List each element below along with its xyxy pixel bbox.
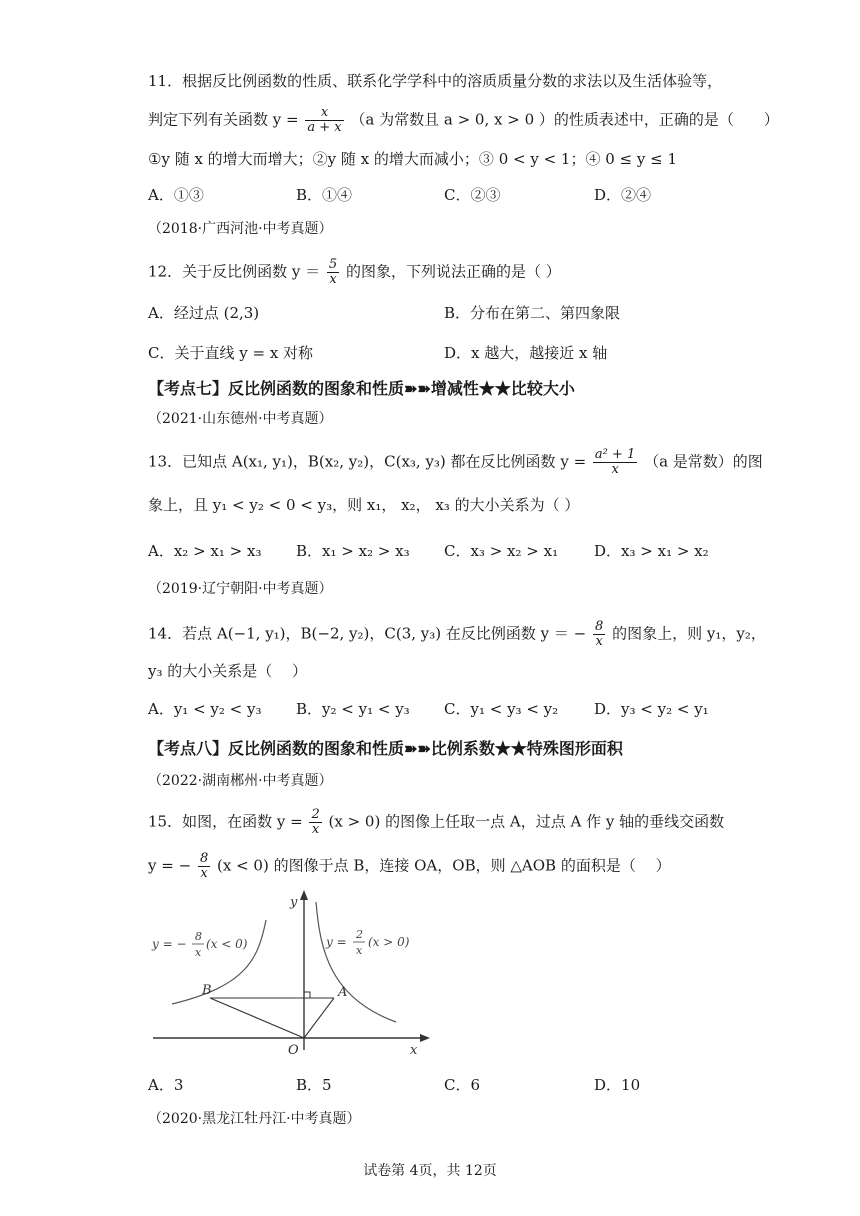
q12-stem-pre: 12．关于反比例函数 y ＝ bbox=[148, 262, 321, 281]
q12-fraction-num: 5 bbox=[328, 257, 338, 272]
q12-fraction-den: x bbox=[329, 272, 337, 287]
q15-fraction-2-den: x bbox=[200, 866, 208, 881]
source-q12: （2018·广西河池·中考真题） bbox=[148, 221, 333, 237]
q13-line1-post: （a 是常数）的图 bbox=[644, 452, 763, 471]
q11-line2-post: （a 为常数且 a > 0, x > 0 ）的性质表述中，正确的是（ ） bbox=[350, 110, 779, 129]
left-curve-label-pre: y = − bbox=[152, 937, 187, 951]
right-curve-label-post: (x > 0) bbox=[368, 935, 410, 949]
q12-stem bbox=[148, 258, 561, 287]
q15-fraction-2 bbox=[198, 852, 210, 881]
q13-option-d[interactable]: D．x₃ > x₁ > x₂ bbox=[594, 542, 709, 560]
q12-option-c[interactable]: C．关于直线 y = x 对称 bbox=[148, 344, 314, 362]
q15-line1-post: (x > 0) 的图像上任取一点 A，过点 A 作 y 轴的垂线交函数 bbox=[328, 812, 725, 831]
source-q13: （2021·山东德州·中考真题） bbox=[148, 411, 333, 427]
q14-option-c[interactable]: C．y₁ < y₃ < y₂ bbox=[444, 700, 559, 718]
q15-line2-post: (x < 0) 的图像于点 B，连接 OA，OB，则 △AOB 的面积是（ ） bbox=[217, 856, 671, 875]
source-q16: （2020·黑龙江牡丹江·中考真题） bbox=[148, 1111, 361, 1127]
right-curve-label-pre: y = bbox=[326, 935, 347, 949]
q12-fraction bbox=[327, 258, 339, 287]
q11-fraction-den: a + x bbox=[307, 120, 342, 135]
q12-option-b[interactable]: B．分布在第二、第四象限 bbox=[444, 304, 621, 322]
q15-fraction-1-num: 2 bbox=[311, 807, 320, 822]
axis-x-label: x bbox=[410, 1043, 418, 1058]
section-heading-7: 【考点七】反比例函数的图象和性质➽➽增减性★★比较大小 bbox=[148, 379, 575, 398]
q14-line2: y₃ 的大小关系是（ ） bbox=[148, 662, 308, 680]
q15-fraction-1 bbox=[309, 808, 321, 837]
source-q14: （2019·辽宁朝阳·中考真题） bbox=[148, 581, 333, 597]
x-axis-arrow bbox=[420, 1034, 430, 1042]
q13-option-b[interactable]: B．x₁ > x₂ > x₃ bbox=[296, 542, 410, 560]
q15-fraction-2-num: 8 bbox=[199, 851, 209, 866]
section-heading-8: 【考点八】反比例函数的图象和性质➽➽比例系数★★特殊图形面积 bbox=[148, 739, 623, 758]
q11-fraction-num: x bbox=[305, 106, 343, 121]
left-curve-label-den: x bbox=[195, 946, 202, 959]
q13-option-c[interactable]: C．x₃ > x₂ > x₁ bbox=[444, 542, 559, 560]
q15-option-d[interactable]: D．10 bbox=[594, 1076, 641, 1094]
y-axis-arrow bbox=[300, 890, 308, 900]
right-angle-mark bbox=[304, 992, 310, 998]
left-curve-label-num: 8 bbox=[195, 930, 202, 943]
point-a-label: A bbox=[338, 985, 348, 1000]
q13-fraction-den: x bbox=[611, 462, 619, 477]
right-curve-label-num: 2 bbox=[356, 928, 363, 941]
q15-fraction-1-den: x bbox=[311, 822, 320, 837]
right-curve-label-den: x bbox=[356, 944, 363, 957]
point-b-label: B bbox=[202, 983, 212, 998]
point-o-label: O bbox=[288, 1043, 299, 1058]
q12-option-a[interactable]: A．经过点 (2,3) bbox=[148, 304, 260, 322]
q13-line2: 象上，且 y₁ < y₂ < 0 < y₃，则 x₁， x₂， x₃ 的大小关系为（ ） bbox=[148, 496, 580, 514]
q11-option-c[interactable]: C．②③ bbox=[444, 186, 501, 204]
q14-fraction bbox=[593, 620, 605, 649]
q11-option-b[interactable]: B．①④ bbox=[296, 186, 353, 204]
segment-oa bbox=[304, 998, 334, 1038]
q12-option-d[interactable]: D．x 越大，越接近 x 轴 bbox=[444, 344, 608, 362]
q11-option-d[interactable]: D．②④ bbox=[594, 186, 652, 204]
q15-option-c[interactable]: C．6 bbox=[444, 1076, 481, 1094]
page-footer: 试卷第 4页，共 12页 bbox=[363, 1163, 497, 1179]
q15-line1 bbox=[148, 808, 724, 837]
q14-fraction-num: 8 bbox=[595, 619, 604, 634]
q14-option-b[interactable]: B．y₂ < y₁ < y₃ bbox=[296, 700, 410, 718]
q15-line2 bbox=[148, 852, 671, 881]
q11-line2 bbox=[148, 106, 779, 135]
q13-option-a[interactable]: A．x₂ > x₁ > x₃ bbox=[148, 542, 262, 560]
q15-line1-pre: 15．如图，在函数 y = bbox=[148, 812, 303, 831]
q13-fraction-num: a² + 1 bbox=[594, 447, 636, 462]
q14-option-a[interactable]: A．y₁ < y₂ < y₃ bbox=[148, 700, 262, 718]
q14-option-d[interactable]: D．y₃ < y₂ < y₁ bbox=[594, 700, 709, 718]
q11-line2-pre: 判定下列有关函数 y = bbox=[148, 110, 299, 129]
q15-option-a[interactable]: A．3 bbox=[148, 1076, 184, 1094]
q11-line3: ①y 随 x 的增大而增大；②y 随 x 的增大而减小；③ 0 < y < 1；④ 0 ≤ y ≤ 1 bbox=[148, 150, 678, 168]
q14-line1-post: 的图象上，则 y₁，y₂， bbox=[612, 624, 766, 643]
q13-fraction bbox=[593, 448, 637, 477]
q11-fraction bbox=[305, 106, 343, 135]
q15-line2-pre: y = − bbox=[148, 856, 192, 875]
q14-line1-pre: 14．若点 A(−1, y₁)，B(−2, y₂)，C(3, y₃) 在反比例函数 y ＝ − bbox=[148, 624, 587, 643]
segment-ob bbox=[210, 998, 304, 1038]
curve-left bbox=[172, 920, 266, 1004]
q13-line1 bbox=[148, 448, 763, 477]
q15-option-b[interactable]: B．5 bbox=[296, 1076, 332, 1094]
source-q15: （2022·湖南郴州·中考真题） bbox=[148, 773, 333, 789]
function-graph-figure bbox=[148, 890, 438, 1060]
q12-stem-post: 的图象，下列说法正确的是（ ） bbox=[345, 262, 561, 281]
left-curve-label-post: (x < 0) bbox=[206, 937, 248, 951]
curve-right bbox=[316, 902, 396, 1022]
axis-y-label: y bbox=[290, 895, 298, 910]
q11-line1: 11．根据反比例函数的性质、联系化学学科中的溶质质量分数的求法以及生活体验等， bbox=[148, 72, 723, 90]
q14-fraction-den: x bbox=[595, 634, 603, 649]
q14-line1 bbox=[148, 620, 766, 649]
q13-line1-pre: 13．已知点 A(x₁, y₁)，B(x₂, y₂)，C(x₃, y₃) 都在反比例函数 y = bbox=[148, 452, 587, 471]
q11-option-a[interactable]: A．①③ bbox=[148, 186, 204, 204]
